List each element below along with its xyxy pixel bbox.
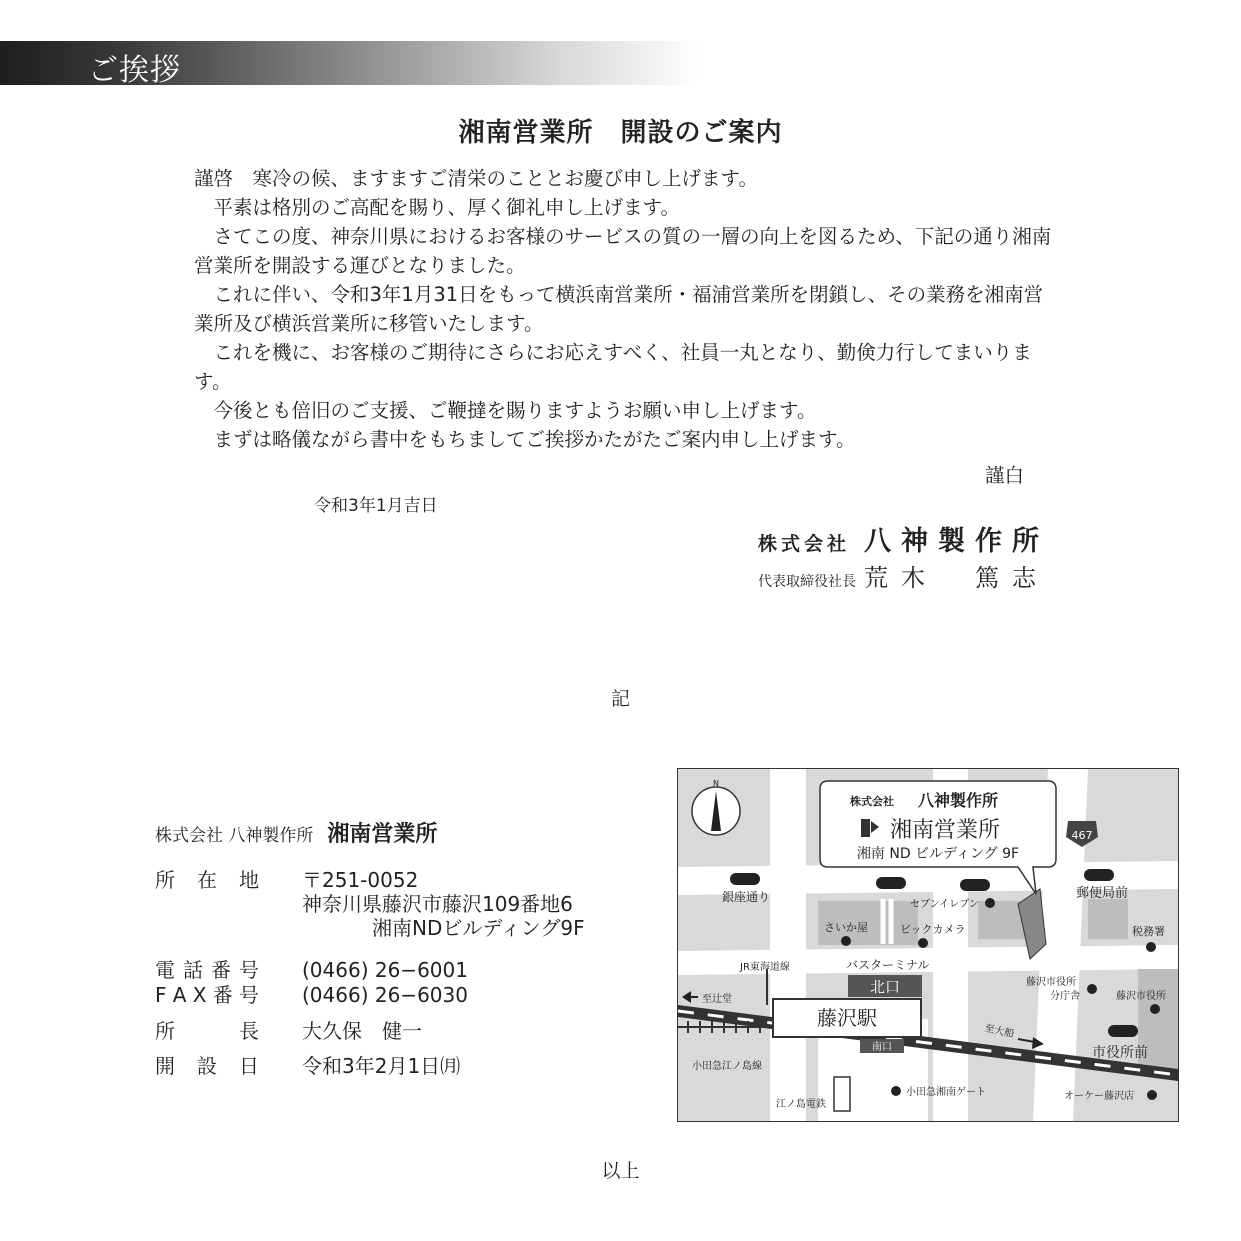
label-char: 所: [155, 1019, 175, 1043]
label-char: 号: [238, 983, 259, 1007]
paragraph: 今後とも倍旧のご支援、ご鞭撻を賜りますようお願い申し上げます。: [213, 399, 817, 422]
company-name: 八神製作所: [864, 526, 1049, 557]
section-header-bar: [0, 41, 700, 88]
fax-label: [155, 983, 259, 1007]
representative: [758, 558, 1049, 593]
letter-title: 湘南営業所 開設のご案内: [458, 118, 783, 148]
odakyu-gate-label: 小田急湘南ゲート: [906, 1087, 986, 1098]
end-mark: 以上: [601, 1160, 640, 1182]
postal-code: 〒251-0052: [302, 868, 419, 892]
letter-body: [194, 164, 1054, 454]
address-label: [155, 868, 259, 892]
label-char: 番: [211, 958, 231, 982]
tel-label: [155, 958, 259, 982]
paragraph: これを機に、お客様のご期待にさらにお応えすべく、社員一丸となり、勤倹力行してまいります。: [194, 341, 1032, 393]
callout-company: 株式会社: [850, 795, 894, 808]
label-char: 電: [155, 958, 175, 982]
address-line2: 湘南NDビルディング9F: [372, 916, 585, 940]
office-heading: [155, 817, 437, 848]
paragraph: 平素は格別のご高配を賜り、厚く御礼申し上げます。: [213, 196, 680, 219]
branch-label-2: 分庁舎: [1050, 991, 1080, 1002]
tax-label: 税務署: [1132, 925, 1165, 938]
label-char: 話: [183, 958, 203, 982]
label-char: A: [172, 983, 187, 1007]
route-number: 467: [1071, 829, 1093, 842]
company-prefix: 株式会社: [757, 533, 850, 555]
north-exit-label: 北口: [869, 978, 901, 996]
callout-building: 湘南 ND ビルディング 9F: [856, 846, 1020, 862]
label-char: 在: [197, 868, 217, 892]
opening-value: 令和3年2月1日㈪: [302, 1054, 461, 1078]
label-char: X: [192, 983, 207, 1007]
saikaya-label: さいか屋: [824, 921, 868, 934]
to-ofuna-label: 至大船: [983, 1023, 1016, 1041]
label-char: F: [155, 983, 167, 1007]
ok-store-label: オーケー藤沢店: [1064, 1091, 1134, 1102]
post-label: 郵便局前: [1076, 886, 1129, 901]
label-char: 長: [239, 1019, 259, 1043]
odakyu-line-label: 小田急江ノ島線: [692, 1061, 762, 1072]
address-value: [302, 868, 622, 940]
label-char: 日: [239, 1054, 259, 1078]
ginza-label: 銀座通り: [722, 890, 771, 904]
north-label: N: [713, 779, 719, 788]
label-char: 所: [155, 868, 175, 892]
cityhall-label: 藤沢市役所: [1116, 991, 1166, 1002]
manager-label: [155, 1019, 259, 1043]
ki-mark: 記: [610, 688, 630, 710]
opening-label: [155, 1054, 259, 1078]
paragraph: 謹啓 寒冷の候、ますますご清栄のこととお慶び申し上げます。: [194, 167, 758, 190]
office-name: 湘南営業所: [327, 822, 438, 847]
address-line1: 神奈川県藤沢市藤沢109番地6: [302, 892, 573, 916]
jr-label: JR東海道線: [740, 962, 790, 973]
bus-label: バスターミナル: [846, 958, 930, 972]
bic-label: ビックカメラ: [900, 923, 966, 936]
cityhall-mae-label: 市役所前: [1092, 1045, 1148, 1061]
paragraph: これに伴い、令和3年1月31日をもって横浜南営業所・福浦営業所を閉鎖し、その業務を湘南営業所及び横浜営業所に移管いたします。: [194, 283, 1044, 335]
label-char: 地: [239, 868, 259, 892]
section-title: ご挨拶: [88, 53, 181, 88]
south-exit-label: 南口: [872, 1042, 892, 1053]
closing: 謹白: [984, 464, 1024, 487]
station-label: 藤沢駅: [817, 1006, 877, 1030]
rep-name: 荒木 篤志: [864, 564, 1049, 592]
manager-value: 大久保 健一: [302, 1019, 422, 1043]
seven-label: セブンイレブン: [910, 899, 979, 910]
paragraph: さてこの度、神奈川県におけるお客様のサービスの質の一層の向上を図るため、下記の通り湘南営業所を開設する運びとなりました。: [194, 225, 1052, 277]
company-signature: [758, 519, 1049, 558]
label-char: 号: [239, 958, 259, 982]
paragraph: まずは略儀ながら書中をもちましてご挨拶かたがたご案内申し上げます。: [213, 428, 856, 451]
access-map: [677, 768, 1179, 1122]
enoden-label: 江ノ島電鉄: [776, 1099, 826, 1110]
office-company: 株式会社 八神製作所: [155, 826, 314, 846]
label-char: 設: [197, 1054, 217, 1078]
fax-value: (0466) 26−6030: [302, 983, 468, 1007]
label-char: 開: [155, 1054, 175, 1078]
letter-date: 令和3年1月吉日: [314, 496, 438, 516]
tel-value: (0466) 26−6001: [302, 958, 468, 982]
callout-office: 湘南営業所: [890, 818, 1001, 843]
to-tsujido-label: 至辻堂: [702, 994, 732, 1005]
rep-title: 代表取締役社長: [758, 574, 856, 590]
callout-company-name: 八神製作所: [918, 791, 999, 810]
label-char: 番: [212, 983, 233, 1007]
branch-label-1: 藤沢市役所: [1026, 977, 1076, 988]
